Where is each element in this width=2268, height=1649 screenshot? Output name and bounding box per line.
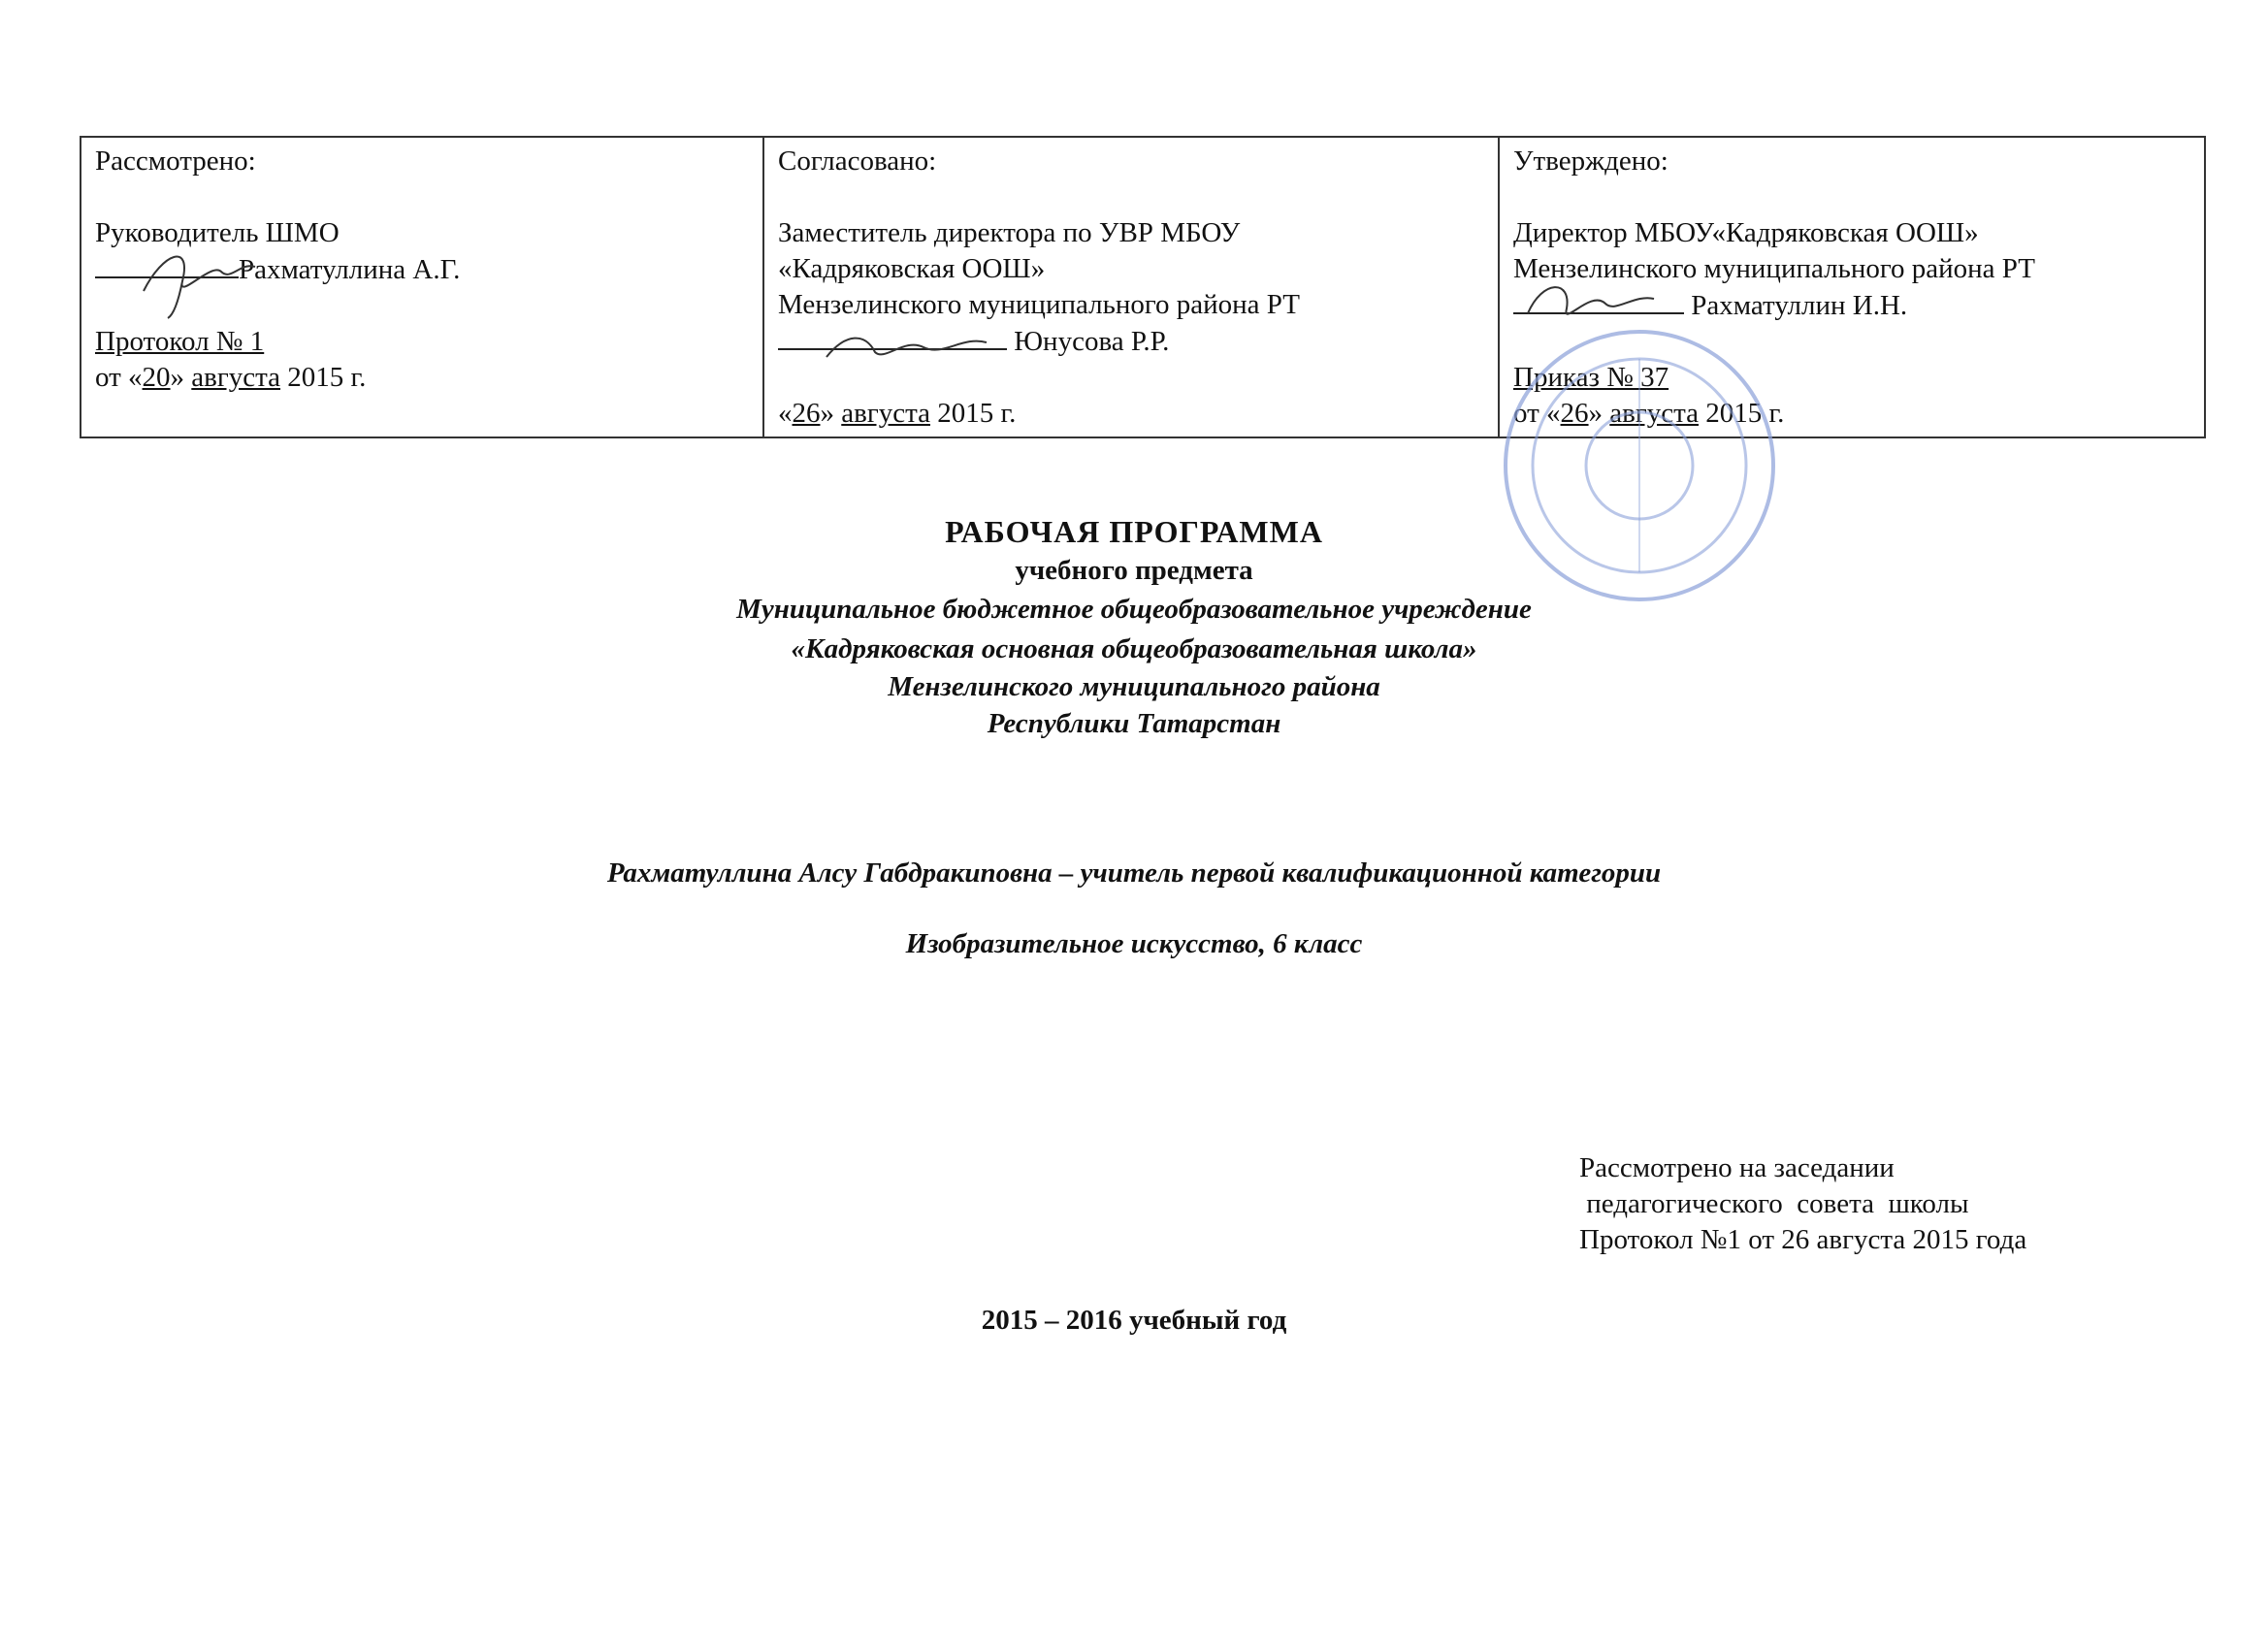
org-line-4: Республики Татарстан — [987, 708, 1281, 739]
agreed-date: «26» августа 2015 г. — [778, 398, 1017, 429]
council-line-2: педагогического совета школы — [1579, 1188, 1969, 1219]
reviewed-date: от «20» августа 2015 г. — [95, 362, 367, 393]
council-line-1: Рассмотрено на заседании — [1579, 1152, 1895, 1183]
council-line-3: Протокол №1 от 26 августа 2015 года — [1579, 1224, 2027, 1255]
org-line-1: Муниципальное бюджетное общеобразовательное учреждение — [736, 594, 1532, 625]
agreed-heading: Согласовано: — [778, 146, 937, 177]
teacher-line: Рахматуллина Алсу Габдракиповна – учитель первой квалификационной категории — [606, 857, 1662, 889]
approved-order: Приказ № 37 — [1513, 362, 1669, 393]
agreed-cell — [763, 137, 1499, 437]
academic-year: 2015 – 2016 учебный год — [981, 1305, 1287, 1336]
approved-date: от «26» августа 2015 г. — [1513, 398, 1785, 429]
reviewed-name: Рахматуллина А.Г. — [239, 254, 461, 285]
approval-table — [80, 136, 2206, 438]
reviewed-signature-icon — [124, 233, 270, 320]
agreed-signature-icon — [817, 328, 1011, 367]
agreed-role: Заместитель директора по УВР МБОУ — [778, 217, 1241, 248]
reviewed-role: Руководитель ШМО — [95, 217, 340, 248]
approved-signature-icon — [1513, 270, 1669, 338]
org-line-3: Мензелинского муниципального района — [888, 671, 1380, 702]
agreed-district: Мензелинского муниципального района РТ — [778, 289, 1300, 320]
agreed-school: «Кадряковская ООШ» — [778, 253, 1046, 284]
approved-cell — [1499, 137, 2205, 437]
approved-heading: Утверждено: — [1513, 146, 1669, 177]
org-line-2: «Кадряковская основная общеобразовательная школа» — [791, 633, 1477, 664]
reviewed-cell — [81, 137, 763, 437]
reviewed-heading: Рассмотрено: — [95, 146, 256, 177]
program-title: РАБОЧАЯ ПРОГРАММА — [945, 514, 1323, 549]
subject-line: Изобразительное искусство, 6 класс — [905, 928, 1363, 959]
agreed-name: Юнусова Р.Р. — [1007, 326, 1170, 357]
approved-district: Мензелинского муниципального района РТ — [1513, 253, 2035, 284]
approved-role: Директор МБОУ«Кадряковская ООШ» — [1513, 217, 1979, 248]
approved-name: Рахматуллин И.Н. — [1684, 290, 1908, 321]
reviewed-protocol: Протокол № 1 — [95, 326, 265, 357]
council-note — [1579, 1150, 2026, 1258]
program-subtitle: учебного предмета — [1015, 555, 1253, 586]
